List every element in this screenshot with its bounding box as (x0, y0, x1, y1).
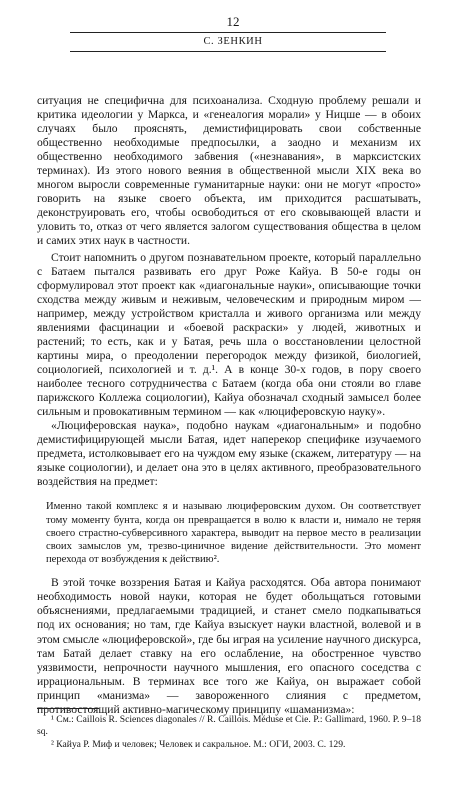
paragraph-1: ситуация не специфична для психоанализа. Сходную проблему решали и критика идеологии у Маркса, и «генеалогия морали» у Ницше — в обоих случаях было прояснять, демистифицировать свои собственные общественно необходимые предпосылки, а заодно и механизм их общественно необходимого забвения («незнавания», в марксистских терминах). Из этого нового веяния в общественной мысли XIX века во многом выросли современные гуманитарные науки: они не могут «просто» говорить на языке своего объекта, им приходится расшатывать, деконструировать его, чтобы освободиться от его сковывающей власти и уловить то, отказ от чего является залогом существования общества в целом и самих этих наук в частности. (37, 94, 421, 248)
paragraph-4: В этой точке воззрения Батая и Кайуа расходятся. Оба автора понимают необходимость новой науки, которая не будет обольщаться готовыми объяснениями, предлагаемыми традицией, и станет смело подкапываться под их основания; но там, где Кайуа взыскует науки властной, волевой и в этом смысле «люциферовской», где бы играя на усиление научного дискурса, там Батай делает ставку на его ослабление, на обостренное чувство уязвимости, непрочности научного мышления, его опасного соседства с иррациональным. В терминах все того же Кайуа, он выражает собой принцип «манизма» — завороженного слияния с предметом, противостоящий активно-магическому принципу «шаманизма»: (37, 576, 421, 716)
page-number: 12 (226, 14, 240, 29)
footnote-divider (37, 708, 99, 709)
header-rule-top (70, 32, 386, 33)
paragraph-2: Стоит напомнить о другом познавательном проекте, который параллельно с Батаем пытался развивать его друг Роже Кайуа. В 50-е годы он сформулировал этот проект как «диагональные науки», описывающие точки сходства между живым и неживым, человеческим и природным миром — например, между устройством кристалла и живого организма или между явлениями фасцинации и «боевой раскраски» у людей, животных и растений; то есть, как и у Батая, речь шла о восстановлении целостной картины мира, о преодолении перегородок между физикой, биологией, социологией, психологией и т. д.¹. А в конце 30-х годов, в пору своего наиболее тесного сотрудничества с Батаем (когда оба они стояли во главе парижского Коллежа социологии), Кайуа обозначал сходный замысел более сильным и провокативным термином — как «люциферовскую науку». (37, 250, 421, 419)
running-head-author: С. ЗЕНКИН (203, 36, 263, 47)
footnotes (37, 714, 421, 751)
footnote-1: ¹ См.: Caillois R. Sciences diagonales // R. Caillois. Méduse et Cie. P.: Gallimard, 1960. P. 9–18 sq. (37, 714, 421, 738)
block-quote: Именно такой комплекс я и называю люциферовским духом. Он соответствует тому моменту бунта, когда он превращается в волю к власти и, нимало не теряя своего страстно-субверсивного характера, выводит на первое место в реализации своих замыслов ум, трезво-циничное видение действительности. Это момент перехода от возбуждения к действию². (46, 501, 421, 566)
paragraph-3: «Люциферовская наука», подобно наукам «диагональным» и подобно демистифицирующей мысли Батая, идет наперекор специфике изучаемого предмета, истолковывает его на чуждом ему языке (скажем, литературу — на языке социологии), и делает она это в целях активного, преобразовательного воздействия на предмет: (37, 419, 421, 489)
page-header (0, 14, 466, 29)
header-rule-bottom (70, 51, 386, 52)
main-text (37, 94, 421, 717)
footnote-2: ² Кайуа Р. Миф и человек; Человек и сакральное. М.: ОГИ, 2003. С. 129. (51, 738, 346, 750)
